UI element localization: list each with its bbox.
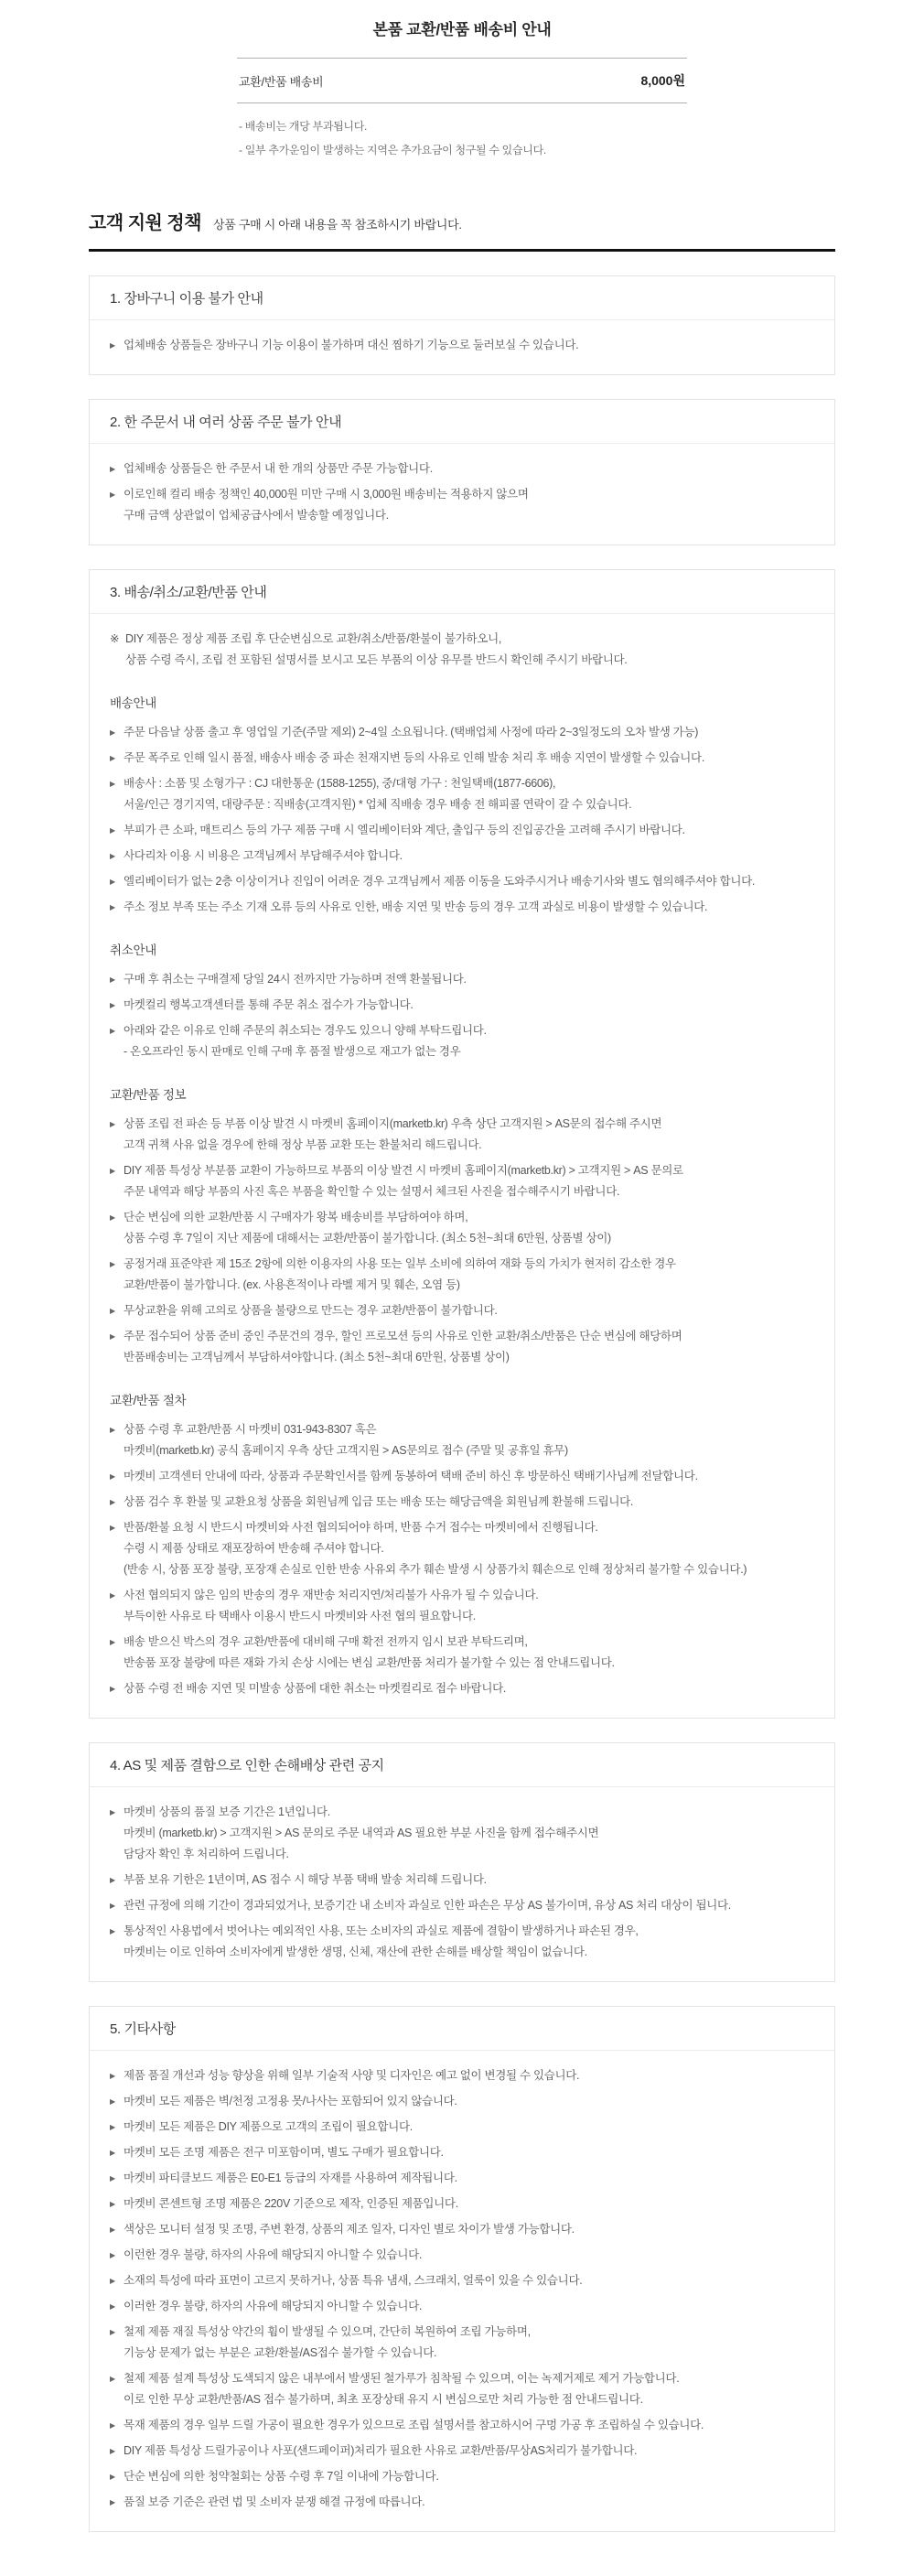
item-text <box>124 1300 814 1321</box>
item-text <box>124 2368 814 2410</box>
bullet-arrow-icon: ▶ <box>110 2149 116 2157</box>
bullet-arrow-icon: ▶ <box>110 826 116 835</box>
policy-item <box>110 458 814 480</box>
item-text <box>124 1921 814 1963</box>
item-text <box>124 2091 814 2112</box>
policy-heading: 고객 지원 정책 <box>89 213 202 233</box>
section-body <box>90 444 834 544</box>
item-line: 주소 정보 부족 또는 주소 기재 오류 등의 사유로 인한, 배송 지연 및 반송 등의 경우 고객 과실로 비용이 발생할 수 있습니다. <box>124 900 708 913</box>
policy-subheading: 상품 구매 시 아래 내용을 꼭 참조하시기 바랍니다. <box>213 218 462 232</box>
item-text <box>124 1160 814 1202</box>
item-line: 교환/반품이 불가합니다. (ex. 사용흔적이나 라벨 제거 및 훼손, 오염 등) <box>124 1278 460 1291</box>
policy-item <box>110 2219 814 2240</box>
bullet-arrow-icon: ▶ <box>110 2174 116 2183</box>
bullet-arrow-icon: ▶ <box>110 1927 116 1935</box>
subsection-title: 배송안내 <box>110 696 156 710</box>
bullet-arrow-icon: ▶ <box>110 728 116 737</box>
item-line: 상품 수령 후 7일이 지난 제품에 대해서는 교환/반품이 불가합니다. (최소 5천~최대 6만원, 상품별 상이) <box>124 1232 611 1245</box>
policy-item <box>110 1585 814 1627</box>
item-text <box>124 969 814 990</box>
item-line: 구매 후 취소는 구매결제 당일 24시 전까지만 가능하며 전액 환불됩니다. <box>124 973 467 986</box>
policy-item <box>110 1207 814 1249</box>
bullet-arrow-icon: ▶ <box>110 2375 116 2383</box>
policy-item <box>110 846 814 867</box>
item-line: 통상적인 사용법에서 벗어나는 예외적인 사용, 또는 소비자의 과실로 제품에 결함이 발생하거나 파손된 경우, <box>124 1924 639 1937</box>
policy-item <box>110 2193 814 2215</box>
bullet-arrow-icon: ▶ <box>110 490 116 499</box>
item-line: 마켓비는 이로 인하여 소비자에게 발생한 생명, 신체, 재산에 관한 손해를 배상할 책임이 없습니다. <box>124 1945 587 1958</box>
fee-note-line: - 일부 추가운임이 발생하는 지역은 추가요금이 청구될 수 있습니다. <box>239 144 546 156</box>
item-line: 철제 제품 재질 특성상 약간의 휨이 발생될 수 있으며, 간단히 복원하여 조립 가능하며, <box>124 2325 531 2338</box>
item-text <box>124 2168 814 2189</box>
subsection-title: 취소안내 <box>110 943 156 957</box>
bullet-arrow-icon: ▶ <box>110 1638 116 1646</box>
bullet-arrow-icon: ▶ <box>110 1591 116 1600</box>
section-title: 2. 한 주문서 내 여러 상품 주문 불가 안내 <box>90 400 834 444</box>
bullet-arrow-icon: ▶ <box>110 2123 116 2131</box>
bullet-arrow-icon: ▶ <box>110 341 116 350</box>
page-title: 본품 교환/반품 배송비 안내 <box>372 21 552 38</box>
item-text <box>124 1326 814 1368</box>
item-line: 업체배송 상품들은 한 주문서 내 한 개의 상품만 주문 가능합니다. <box>124 462 433 475</box>
fee-value: 8,000원 <box>640 73 685 88</box>
policy-header <box>89 208 835 252</box>
bullet-arrow-icon: ▶ <box>110 975 116 984</box>
item-text <box>124 722 814 743</box>
policy-item <box>110 1678 814 1699</box>
item-text <box>124 2466 814 2487</box>
bullet-arrow-icon: ▶ <box>110 780 116 788</box>
item-text <box>125 629 814 671</box>
item-line: 이로 인한 무상 교환/반품/AS 접수 불가하며, 최초 포장상태 유지 시 변심으로만 처리 가능한 점 안내드립니다. <box>124 2393 643 2406</box>
bullet-arrow-icon: ▶ <box>110 465 116 473</box>
item-line: 마켓비 파티클보드 제품은 E0-E1 등급의 자재를 사용하여 제작됩니다. <box>124 2172 457 2184</box>
bullet-arrow-icon: ▶ <box>110 2447 116 2455</box>
bullet-arrow-icon: ▶ <box>110 2328 116 2336</box>
item-text <box>124 1254 814 1296</box>
item-line: 마켓비 고객센터 안내에 따라, 상품과 주문확인서를 함께 동봉하여 택배 준비 하신 후 방문하신 택배기사님께 전달합니다. <box>124 1470 698 1482</box>
policy-item <box>110 995 814 1016</box>
item-line: DIY 제품은 정상 제품 조립 후 단순변심으로 교환/취소/반품/환불이 불가하오니, <box>125 632 502 645</box>
bullet-arrow-icon: ▶ <box>110 1685 116 1693</box>
policy-item <box>110 1802 814 1865</box>
policy-item <box>110 2168 814 2189</box>
item-text <box>124 2193 814 2215</box>
item-text <box>124 1802 814 1865</box>
bullet-arrow-icon: ▶ <box>110 2302 116 2311</box>
item-line: 색상은 모니터 설정 및 조명, 주변 환경, 상품의 제조 일자, 디자인 별로 차이가 발생 가능합니다. <box>124 2223 575 2236</box>
notice-item <box>110 629 814 671</box>
item-text <box>124 1517 814 1580</box>
item-line: 마켓비 모든 조명 제품은 전구 미포함이며, 별도 구매가 필요합니다. <box>124 2146 444 2159</box>
fee-label: 교환/반품 배송비 <box>239 74 324 89</box>
item-line: 무상교환을 위해 고의로 상품을 불량으로 만드는 경우 교환/반품이 불가합니다. <box>124 1304 498 1317</box>
policy-item <box>110 2245 814 2266</box>
bullet-arrow-icon: ▶ <box>110 1027 116 1035</box>
item-text <box>124 748 814 769</box>
bullet-arrow-icon: ▶ <box>110 1524 116 1532</box>
item-line: 마켓비 상품의 품질 보증 기간은 1년입니다. <box>124 1805 330 1818</box>
item-line: (반송 시, 상품 포장 불량, 포장재 손실로 인한 반송 사유외 추가 훼손 발생 시 상품가치 훼손으로 인해 정상처리 불가할 수 있습니다.) <box>124 1563 747 1576</box>
bullet-arrow-icon: ▶ <box>110 1498 116 1506</box>
policy-item <box>110 2415 814 2436</box>
policy-item <box>110 1419 814 1461</box>
item-line: 마켓비 모든 제품은 DIY 제품으로 고객의 조립이 필요합니다. <box>124 2120 413 2133</box>
item-text <box>124 1492 814 1513</box>
item-line: 마켓비 (marketb.kr) > 고객지원 > AS 문의로 주문 내역과 AS 필요한 부분 사진을 함께 접수해주시면 <box>124 1827 599 1839</box>
item-text <box>124 2492 814 2513</box>
bullet-arrow-icon: ▶ <box>110 2226 116 2234</box>
item-text <box>124 2441 814 2462</box>
policy-item <box>110 1020 814 1062</box>
item-line: 목재 제품의 경우 일부 드릴 가공이 필요한 경우가 있으므로 조립 설명서를 참고하시어 구멍 가공 후 조립하실 수 있습니다. <box>124 2419 704 2431</box>
bullet-arrow-icon: ▶ <box>110 2473 116 2481</box>
item-line: 구매 금액 상관없이 업체공급사에서 발송할 예정입니다. <box>124 509 389 522</box>
policy-item <box>110 2492 814 2513</box>
item-line: 기능상 문제가 없는 부분은 교환/환불/AS접수 불가할 수 있습니다. <box>124 2346 437 2359</box>
fee-note-line: - 배송비는 개당 부과됩니다. <box>239 120 368 133</box>
bullet-arrow-icon: ▶ <box>110 1472 116 1481</box>
item-line: 부득이한 사유로 타 택배사 이용시 반드시 마켓비와 사전 협의 필요합니다. <box>124 1610 476 1622</box>
bullet-arrow-icon: ▶ <box>110 1426 116 1434</box>
section-body <box>90 1787 834 1981</box>
item-line: 엘리베이터가 없는 2층 이상이거나 진입이 어려운 경우 고객님께서 제품 이동을 도와주시거나 배송기사와 별도 협의해주셔야 합니다. <box>124 875 756 888</box>
policy-item <box>110 484 814 526</box>
policy-item <box>110 2441 814 2462</box>
section-body <box>90 614 834 1718</box>
item-line: DIY 제품 특성상 부분품 교환이 가능하므로 부품의 이상 발견 시 마켓비 홈페이지(marketb.kr) > 고객지원 > AS 문의로 <box>124 1164 683 1177</box>
item-text <box>124 458 814 480</box>
table-row <box>237 59 687 102</box>
item-text <box>124 2270 814 2291</box>
item-line: 주문 폭주로 인해 일시 품절, 배송사 배송 중 파손 천재지변 등의 사유로 인해 발송 처리 후 배송 지연이 발생할 수 있습니다. <box>124 751 705 764</box>
shipping-fee-block <box>237 9 687 162</box>
item-line: 주문 다음날 상품 출고 후 영업일 기준(주말 제외) 2~4일 소요됩니다. (택배업체 사정에 따라 2~3일정도의 오차 발생 가능) <box>124 726 699 738</box>
item-text <box>124 1585 814 1627</box>
item-line: 이로인해 컬리 배송 정책인 40,000원 미만 구매 시 3,000원 배송비는 적용하지 않으며 <box>124 488 529 501</box>
item-text <box>124 2296 814 2317</box>
item-text <box>124 995 814 1016</box>
item-text <box>124 2415 814 2436</box>
item-line: 단순 변심에 의한 청약철회는 상품 수령 후 7일 이내에 가능합니다. <box>124 2470 439 2483</box>
policy-item <box>110 2368 814 2410</box>
item-line: 수령 시 제품 상태로 재포장하여 반송해 주셔야 합니다. <box>124 1542 384 1555</box>
item-line: 부피가 큰 소파, 매트리스 등의 가구 제품 구매 시 엘리베이터와 계단, 출입구 등의 진입공간을 고려해 주시기 바랍니다. <box>124 824 685 836</box>
policy-item <box>110 335 814 356</box>
item-line: 반품배송비는 고객님께서 부담하셔야합니다. (최소 5천~최대 6만원, 상품별 상이) <box>124 1351 510 1363</box>
policy-item <box>110 2117 814 2138</box>
bullet-arrow-icon: ▶ <box>110 903 116 911</box>
policy-item <box>110 2091 814 2112</box>
item-line: 상품 수령 후 교환/반품 시 마켓비 031-943-8307 혹은 <box>124 1423 377 1436</box>
policy-section <box>89 2006 835 2532</box>
item-line: 고객 귀책 사유 없을 경우에 한해 정상 부품 교환 또는 환불처리 해드립니다. <box>124 1138 482 1151</box>
item-line: 마켓비 모든 제품은 벽/천정 고정용 못/나사는 포함되어 있지 않습니다. <box>124 2095 457 2107</box>
item-line: 마켓비 콘센트형 조명 제품은 220V 기준으로 제작, 인증된 제품입니다. <box>124 2197 458 2210</box>
item-text <box>124 1466 814 1487</box>
item-line: 주문 접수되어 상품 준비 중인 주문건의 경우, 할인 프로모션 등의 사유로 인한 교환/취소/반품은 단순 변심에 해당하며 <box>124 1330 682 1342</box>
policy-item <box>110 2322 814 2364</box>
policy-item <box>110 2270 814 2291</box>
item-line: 반송품 포장 불량에 따른 재화 가치 손상 시에는 변심 교환/반품 처리가 불가할 수 있는 점 안내드립니다. <box>124 1656 615 1669</box>
item-text <box>124 820 814 841</box>
item-line: DIY 제품 특성상 드릴가공이나 사포(샌드페이퍼)처리가 필요한 사유로 교환/반품/무상AS처리가 불가합니다. <box>124 2444 638 2457</box>
bullet-arrow-icon: ▶ <box>110 2200 116 2208</box>
shipping-fee-table <box>237 58 687 103</box>
bullet-arrow-icon: ▶ <box>110 1808 116 1816</box>
item-text <box>124 2322 814 2364</box>
item-text <box>124 897 814 918</box>
policy-item <box>110 1492 814 1513</box>
bullet-arrow-icon: ▶ <box>110 878 116 886</box>
item-text <box>124 1207 814 1249</box>
bullet-arrow-icon: ▶ <box>110 1332 116 1341</box>
bullet-arrow-icon: ▶ <box>110 2097 116 2106</box>
section-title: 3. 배송/취소/교환/반품 안내 <box>90 570 834 614</box>
item-line: 철제 제품 설계 특성상 도색되지 않은 내부에서 발생된 철가루가 침착될 수 있으며, 이는 녹제거제로 제거 가능합니다. <box>124 2372 680 2385</box>
item-line: 이러한 경우 불량, 하자의 사유에 해당되지 아니할 수 있습니다. <box>124 2300 423 2312</box>
policy-item <box>110 2142 814 2163</box>
item-line: 관련 규정에 의해 기간이 경과되었거나, 보증기간 내 소비자 과실로 인한 파손은 무상 AS 불가이며, 유상 AS 처리 대상이 됩니다. <box>124 1899 731 1912</box>
policy-section <box>89 275 835 375</box>
bullet-arrow-icon: ▶ <box>110 1876 116 1884</box>
item-line: 공정거래 표준약관 제 15조 2항에 의한 이용자의 사용 또는 일부 소비에 의하여 재화 등의 가치가 현저히 감소한 경우 <box>124 1257 676 1270</box>
item-text <box>124 484 814 526</box>
policy-item <box>110 1921 814 1963</box>
section-title: 5. 기타사항 <box>90 2007 834 2051</box>
policy-section <box>89 399 835 545</box>
bullet-arrow-icon: ▶ <box>110 1213 116 1222</box>
item-line: 부품 보유 기한은 1년이며, AS 접수 시 해당 부품 택배 발송 처리해 드립니다. <box>124 1873 487 1886</box>
policy-item <box>110 1254 814 1296</box>
item-text <box>124 2219 814 2240</box>
policy-sections <box>89 275 835 2532</box>
item-line: 상품 수령 전 배송 지연 및 미발송 상품에 대한 취소는 마켓컬리로 접수 바랍니다. <box>124 1682 507 1695</box>
item-text <box>124 1419 814 1461</box>
item-line: 배송 받으신 박스의 경우 교환/반품에 대비해 구매 확전 전까지 임시 보관 부탁드리며, <box>124 1635 528 1648</box>
policy-item <box>110 2466 814 2487</box>
item-text <box>124 2065 814 2086</box>
section-body <box>90 320 834 374</box>
policy-item <box>110 1114 814 1156</box>
policy-item <box>110 1160 814 1202</box>
policy-item <box>110 1466 814 1487</box>
policy-item <box>110 2296 814 2317</box>
item-line: 업체배송 상품들은 장바구니 기능 이용이 불가하며 대신 찜하기 기능으로 둘러보실 수 있습니다. <box>124 339 579 351</box>
bullet-arrow-icon: ▶ <box>110 1120 116 1128</box>
bullet-arrow-icon: ▶ <box>110 2421 116 2430</box>
bottom-spacer <box>89 2532 835 2576</box>
bullet-arrow-icon: ▶ <box>110 2277 116 2285</box>
policy-item <box>110 1632 814 1674</box>
item-text <box>124 335 814 356</box>
page-content <box>89 0 835 2576</box>
item-line: 마켓컬리 행복고객센터를 통해 주문 취소 접수가 가능합니다. <box>124 998 414 1011</box>
item-line: - 온오프라인 동시 판매로 인해 구매 후 품절 발생으로 재고가 없는 경우 <box>124 1045 461 1058</box>
item-line: 사다리차 이용 시 비용은 고객님께서 부담해주셔야 합니다. <box>124 849 403 862</box>
item-line: 담당자 확인 후 처리하여 드립니다. <box>124 1848 289 1860</box>
item-text <box>124 871 814 892</box>
item-text <box>124 1632 814 1674</box>
fee-notes <box>237 103 687 162</box>
item-line: 제품 품질 개선과 성능 향상을 위해 일부 기술적 사양 및 디자인은 예고 없이 변경될 수 있습니다. <box>124 2069 580 2082</box>
policy-item <box>110 2065 814 2086</box>
item-line: 배송사 : 소품 및 소형가구 : CJ 대한통운 (1588-1255), 중/대형 가구 : 천일택배(1877-6606), <box>124 777 556 790</box>
bullet-arrow-icon: ▶ <box>110 1167 116 1175</box>
subsection-title: 교환/반품 정보 <box>110 1088 187 1102</box>
policy-item <box>110 722 814 743</box>
bullet-arrow-icon: ▶ <box>110 852 116 860</box>
policy-item <box>110 897 814 918</box>
section-title: 1. 장바구니 이용 불가 안내 <box>90 276 834 320</box>
bullet-arrow-icon: ▶ <box>110 1902 116 1910</box>
item-line: 아래와 같은 이유로 인해 주문의 취소되는 경우도 있으니 양해 부탁드립니다. <box>124 1024 487 1037</box>
policy-item <box>110 1517 814 1580</box>
section-body <box>90 2051 834 2531</box>
bullet-arrow-icon: ▶ <box>110 754 116 762</box>
policy-item <box>110 969 814 990</box>
reference-mark-icon: ※ <box>110 632 120 645</box>
item-text <box>124 846 814 867</box>
bullet-arrow-icon: ▶ <box>110 1307 116 1315</box>
policy-item <box>110 1870 814 1891</box>
item-line: 주문 내역과 해당 부품의 사진 혹은 부품을 확인할 수 있는 설명서 체크된 사진을 접수해주시기 바랍니다. <box>124 1185 620 1198</box>
policy-section <box>89 1742 835 1982</box>
item-text <box>124 1678 814 1699</box>
item-line: 소재의 특성에 따라 표면이 고르지 못하거나, 상품 특유 냄새, 스크래치, 얼룩이 있을 수 있습니다. <box>124 2274 583 2287</box>
bullet-arrow-icon: ▶ <box>110 2251 116 2259</box>
item-line: 품질 보증 기준은 관련 법 및 소비자 분쟁 해결 규정에 따릅니다. <box>124 2495 425 2508</box>
bullet-arrow-icon: ▶ <box>110 1260 116 1268</box>
item-line: 상품 검수 후 환불 및 교환요청 상품을 회원님께 입금 또는 배송 또는 해당금액을 회원님께 환불해 드립니다. <box>124 1495 634 1508</box>
item-line: 서울/인근 경기지역, 대량주문 : 직배송(고객지원) * 업체 직배송 경우 배송 전 해피콜 연락이 갈 수 있습니다. <box>124 798 632 811</box>
item-text <box>124 1114 814 1156</box>
item-text <box>124 2142 814 2163</box>
item-text <box>124 2117 814 2138</box>
item-text <box>124 1870 814 1891</box>
policy-item <box>110 1895 814 1916</box>
item-line: 단순 변심에 의한 교환/반품 시 구매자가 왕복 배송비를 부담하여야 하며, <box>124 1211 468 1223</box>
bullet-arrow-icon: ▶ <box>110 1001 116 1009</box>
item-text <box>124 1895 814 1916</box>
bullet-arrow-icon: ▶ <box>110 2498 116 2506</box>
item-line: 마켓비(marketb.kr) 공식 홈페이지 우측 상단 고객지원 > AS문의로 접수 (주말 및 공휴일 휴무) <box>124 1444 568 1457</box>
policy-section <box>89 569 835 1719</box>
item-line: 상품 수령 즉시, 조립 전 포함된 설명서를 보시고 모든 부품의 이상 유무를 반드시 확인해 주시기 바랍니다. <box>125 653 628 666</box>
item-text <box>124 1020 814 1062</box>
policy-item <box>110 748 814 769</box>
section-title: 4. AS 및 제품 결함으로 인한 손해배상 관련 공지 <box>90 1743 834 1787</box>
item-line: 사전 협의되지 않은 임의 반송의 경우 재반송 처리지연/처리불가 사유가 될 수 있습니다. <box>124 1589 539 1601</box>
item-line: 반품/환불 요청 시 반드시 마켓비와 사전 협의되어야 하며, 반품 수거 접수는 마켓비에서 진행됩니다. <box>124 1521 598 1534</box>
item-line: 상품 조립 전 파손 등 부품 이상 발견 시 마켓비 홈페이지(marketb.kr) 우측 상단 고객지원 > AS문의 접수해 주시면 <box>124 1117 662 1130</box>
item-text <box>124 2245 814 2266</box>
item-line: 이런한 경우 불량, 하자의 사유에 해당되지 아니할 수 있습니다. <box>124 2248 423 2261</box>
policy-item <box>110 820 814 841</box>
policy-item <box>110 1326 814 1368</box>
subsection-title: 교환/반품 절차 <box>110 1394 187 1407</box>
policy-item <box>110 773 814 815</box>
policy-item <box>110 871 814 892</box>
item-text <box>124 773 814 815</box>
policy-item <box>110 1300 814 1321</box>
bullet-arrow-icon: ▶ <box>110 2072 116 2080</box>
